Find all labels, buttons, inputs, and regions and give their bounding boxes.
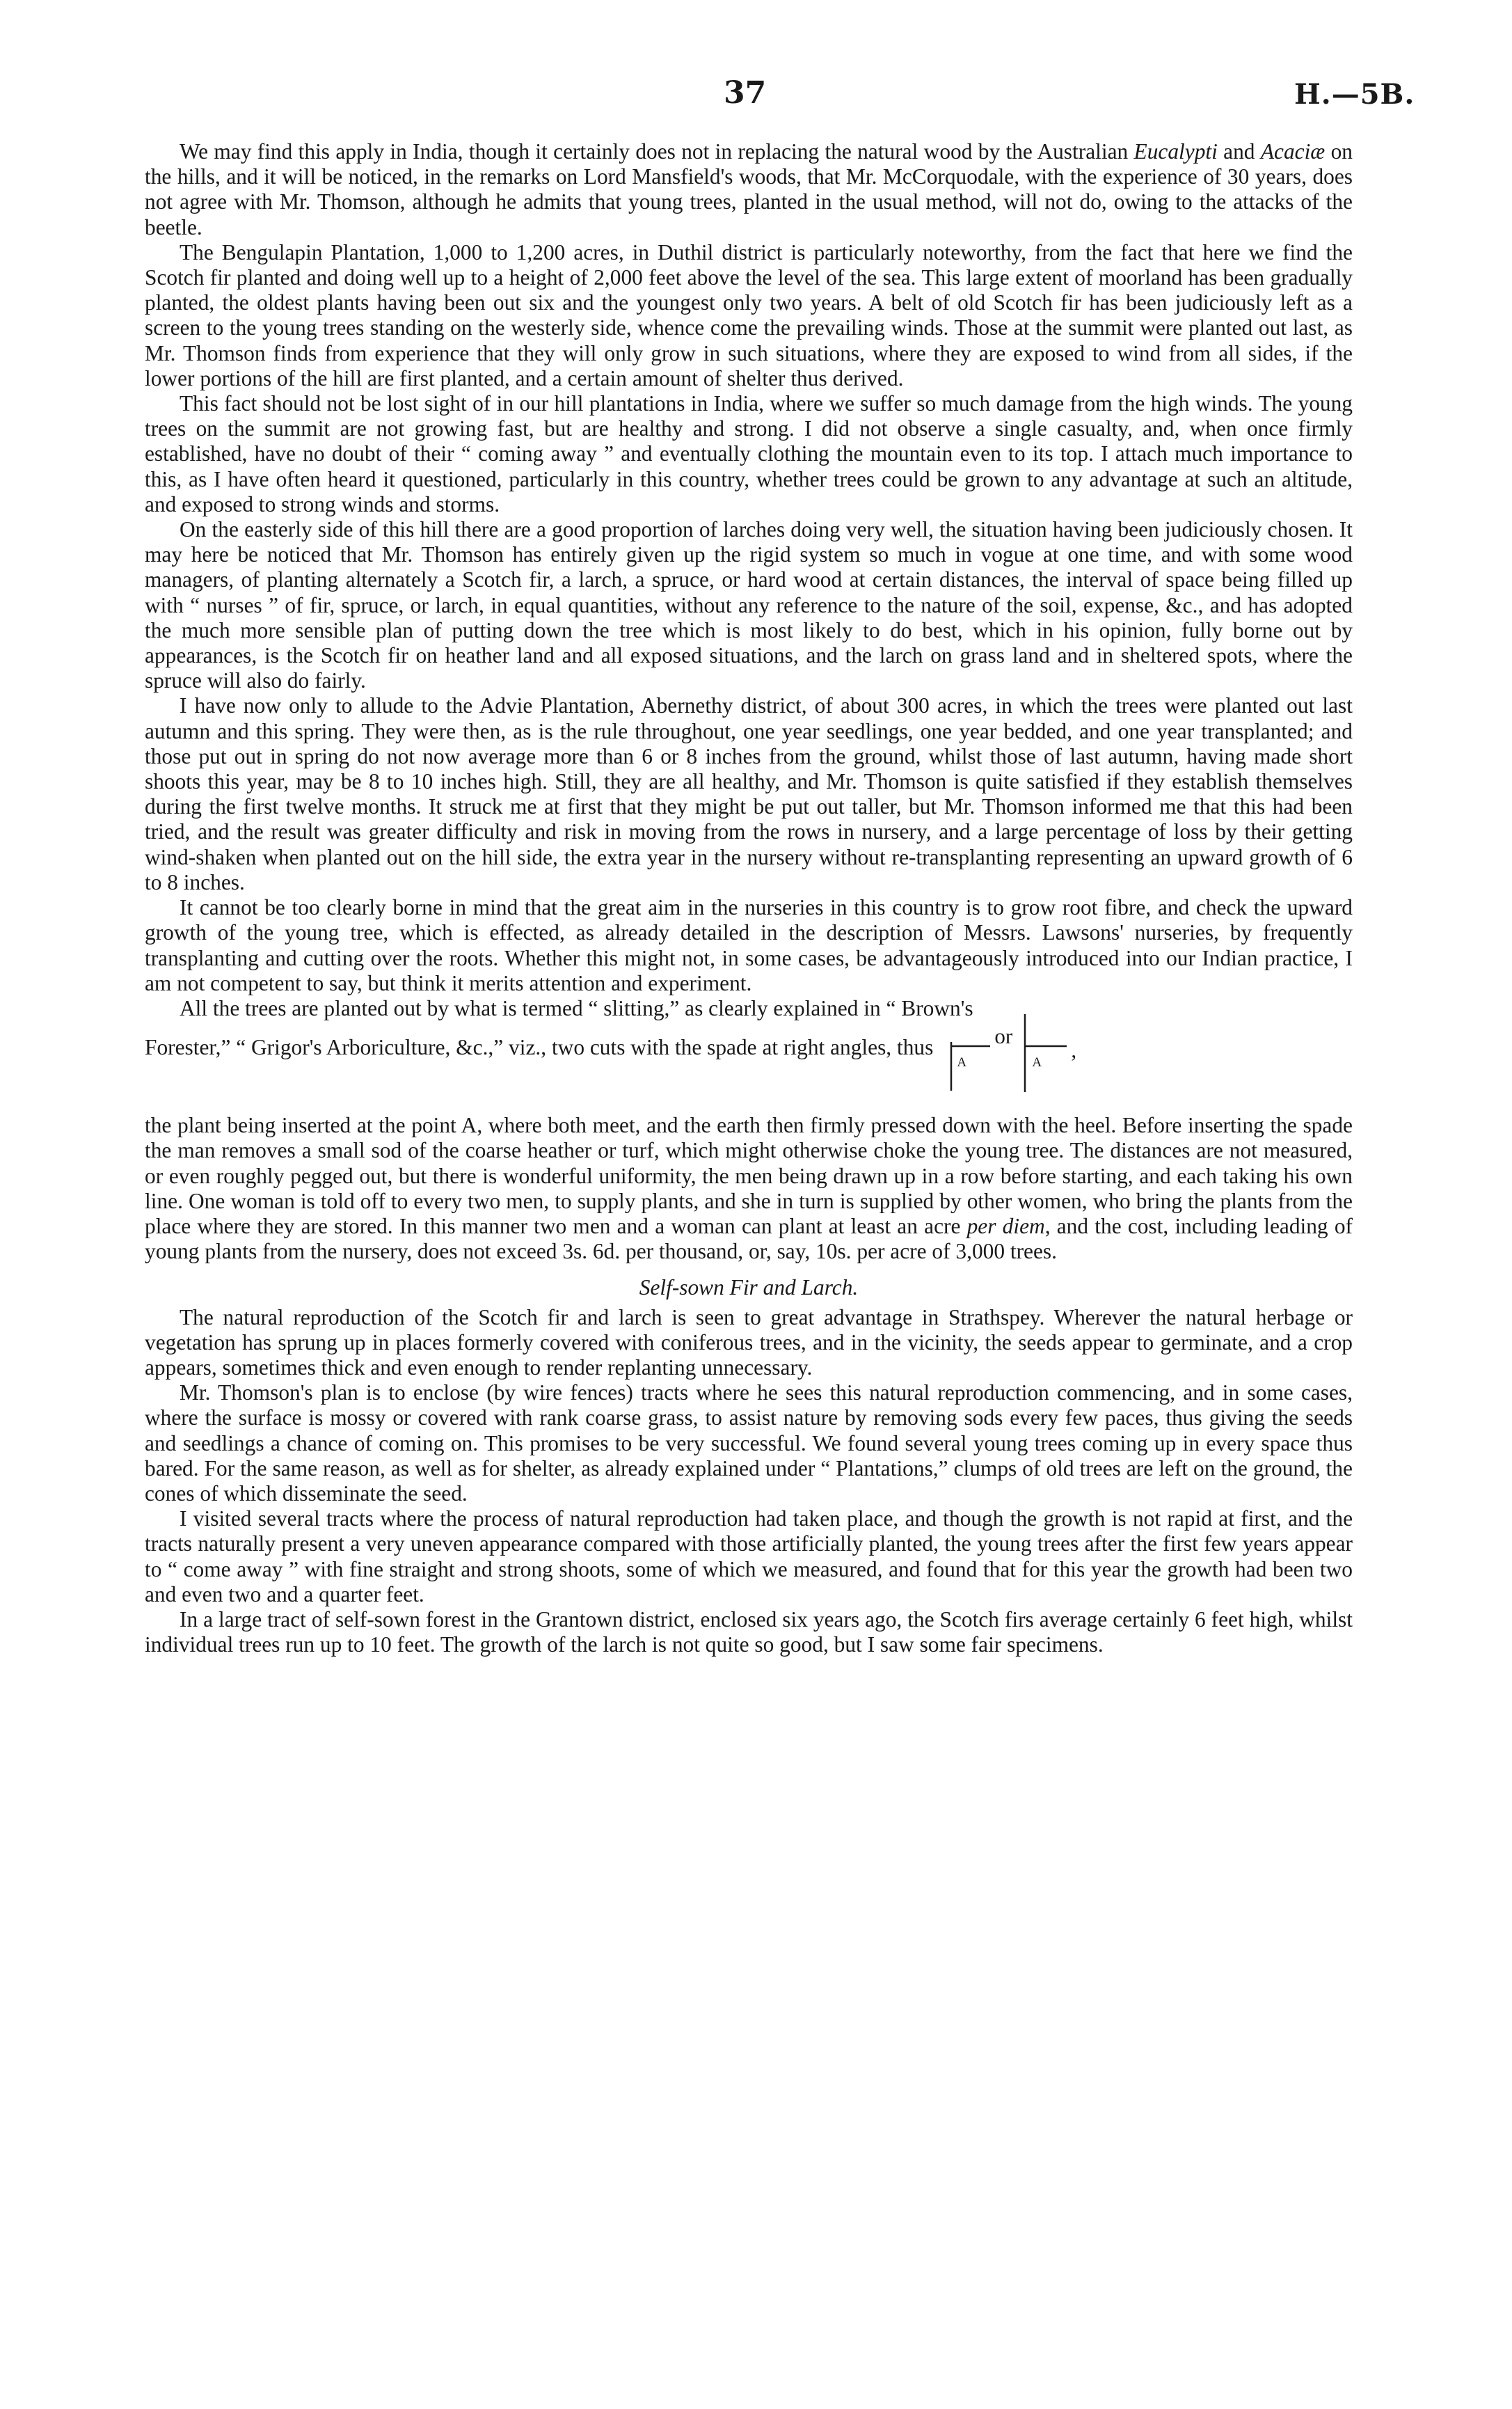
italic-text-run: Acaciæ (1260, 139, 1326, 164)
text-run: In a large tract of self-sown forest in the Grantown district, enclosed six years ago, the Scotch firs average certainly 6 feet high, whilst individual trees run up to 10 feet. The growth of the larch is not quite so good, but I saw some fair specimens. (145, 1606, 1353, 1657)
text-run: This fact should not be lost sight of in our hill plantations in India, where we suffer so much damage from the high winds. The young trees on the summit are not growing fast, but are healthy and strong. I did not observe a single casualty, and, when once firmly established, have no doubt of their “ coming away ” and eventually clothing the mountain even to its top. I attach much importance to this, as I have often heard it questioned, particularly in this country, whether trees could be grown to any advantage at such an altitude, and exposed to strong winds and storms. (145, 391, 1353, 516)
italic-text-run: per diem (966, 1213, 1045, 1238)
text-run: We may find this apply in India, though it certainly does not in replacing the natural wood by the Australian (180, 139, 1134, 164)
paragraph-group-1 (145, 139, 1353, 1021)
point-a-label-1: A (957, 1055, 967, 1071)
slitting-text: Forester,” “ Grigor's Arboriculture, &c.,” viz., two cuts with the spade at right angles, thus (145, 1035, 934, 1060)
document-reference: H.—5B. (1294, 78, 1415, 111)
or-word: or (994, 1024, 1013, 1049)
section-heading: Self-sown Fir and Larch. (639, 1275, 859, 1300)
page-number: 37 (724, 75, 767, 111)
text-run: On the easterly side of this hill there are a good proportion of larches doing very well, the situation having been judiciously chosen. It may here be noticed that Mr. Thomson has entirely given up the rigid system so much in vogue at one time, and with some wood managers, of planting alternately a Scotch fir, a larch, a spruce, or hard wood at certain distances, the interval of space being filled up with “ nurses ” of fir, spruce, or larch, in equal quantities, without any reference to the nature of the soil, expense, &c., and has adopted the much more sensible plan of putting down the tree which is most likely to do best, which in his opinion, fully borne out by appearances, is the Scotch fir on heather land and all exposed situations, and the larch on grass land and in sheltered spots, where the spruce will also do fairly. (145, 517, 1353, 693)
paragraph (145, 240, 1353, 391)
paragraph (145, 1607, 1353, 1657)
page-header (0, 75, 1512, 117)
text-run: , and the cost, including leading of young plants from the nursery, does not exceed 3s. 6d. per thousand, or, say, 10s. per acre of 3,000 trees. (145, 1213, 1353, 1264)
paragraph-group-2 (145, 1113, 1353, 1264)
text-run: I visited several tracts where the process of natural reproduction had taken place, and though the growth is not rapid at first, and the tracts naturally present a very uneven appearance compared with those artificially planted, the young trees after the first few years appear to “ come away ” with fine straight and strong shoots, some of which we measured, and found that for this year the growth had been two and even two and a quarter feet. (145, 1506, 1353, 1606)
text-run: I have now only to allude to the Advie Plantation, Abernethy district, of about 300 acres, in which the trees were planted out last autumn and this spring. They were then, as is the rule throughout, one year seedlings, one year bedded, and one year transplanted; and those put out in spring do not now average more than 6 or 8 inches from the ground, whilst those of last autumn, having made short shoots this year, may be 8 to 10 inches high. Still, they are all healthy, and Mr. Thomson is quite satisfied if they establish themselves during the first twelve months. It struck me at first that they might be put out taller, but Mr. Thomson informed me that this had been tried, and the result was greater difficulty and risk in moving from the rows in nursery, and a large percentage of loss by their getting wind-shaken when planted out on the hill side, the extra year in the nursery without re-transplanting representing an upward growth of 6 to 8 inches. (145, 693, 1353, 894)
trailing-comma: , (1071, 1038, 1077, 1063)
text-run: Mr. Thomson's plan is to enclose (by wire fences) tracts where he sees this natural reproduction commencing, and in some cases, where the surface is mossy or covered with rank coarse grass, to assist nature by removing sods every few paces, thus giving the seeds and seedlings a chance of coming on. This promises to be very successful. We found several young trees coming up in every space thus bared. For the same reason, as well as for shelter, as already explained under “ Plantations,” clumps of old trees are left on the ground, the cones of which disseminate the seed. (145, 1380, 1353, 1506)
paragraph (145, 1506, 1353, 1607)
paragraph (145, 1305, 1353, 1381)
paragraph (145, 996, 1353, 1021)
text-run: The Bengulapin Plantation, 1,000 to 1,200 acres, in Duthil district is particularly noteworthy, from the fact that here we find the Scotch fir planted and doing well up to a height of 2,000 feet above the level of the sea. This large extent of moorland has been gradually planted, the oldest plants having been out six and the youngest only two years. A belt of old Scotch fir has been judiciously left as a screen to the young trees standing on the westerly side, whence come the prevailing winds. Those at the summit were planted out last, as Mr. Thomson finds from experience that they will only grow in such situations, where they are exposed to wind from all sides, if the lower portions of the hill are first planted, and a certain amount of shelter thus derived. (145, 239, 1353, 390)
paragraph (145, 1380, 1353, 1506)
text-run: and (1217, 139, 1261, 164)
text-run: on the hills, and it will be noticed, in the remarks on Lord Mansfield's woods, that Mr. McCorquodale, with the experience of 30 years, does not agree with Mr. Thomson, although he admits that young trees, planted in the usual method, will not do, owing to the attacks of the beetle. (145, 139, 1353, 239)
paragraph (145, 1113, 1353, 1264)
paragraph (145, 139, 1353, 240)
paragraph (145, 391, 1353, 517)
italic-text-run: Eucalypti (1133, 139, 1218, 164)
text-run: the plant being inserted at the point A, where both meet, and the earth then firmly pressed down with the heel. Before inserting the spade the man removes a small sod of the coarse heather or turf, which might otherwise choke the young tree. The distances are not measured, or even roughly pegged out, but there is wonderful uniformity, the men being drawn up in a row before starting, and each taking his own line. One woman is told off to every two men, to supply plants, and she in turn is supplied by other women, who bring the plants from the place where they are stored. In this manner two men and a woman can plant at least an acre (145, 1113, 1353, 1238)
paragraph (145, 895, 1353, 996)
paragraph-group-3 (145, 1305, 1353, 1658)
point-a-label-2: A (1032, 1055, 1042, 1071)
slitting-line (145, 1024, 1353, 1096)
text-run: All the trees are planted out by what is termed “ slitting,” as clearly explained in “ Brown's (180, 995, 973, 1020)
text-run: The natural reproduction of the Scotch fir and larch is seen to great advantage in Strathspey. Wherever the natural herbage or vegetation has sprung up in places formerly covered with coniferous trees, and in the vicinity, the seeds appear to germinate, and a crop appears, sometimes thick and even enough to render replanting unnecessary. (145, 1304, 1353, 1380)
paragraph (145, 693, 1353, 895)
slitting-diagram (941, 1014, 1088, 1096)
text-run: It cannot be too clearly borne in mind that the great aim in the nurseries in this country is to grow root fibre, and check the upward growth of the young tree, which is effected, as already detailed in the description of Messrs. Lawsons' nurseries, by frequently transplanting and cutting over the roots. Whether this might not, in some cases, be advantageously introduced into our Indian practice, I am not competent to say, but think it merits attention and experiment. (145, 895, 1353, 995)
paragraph (145, 517, 1353, 693)
document-body (145, 139, 1353, 1657)
